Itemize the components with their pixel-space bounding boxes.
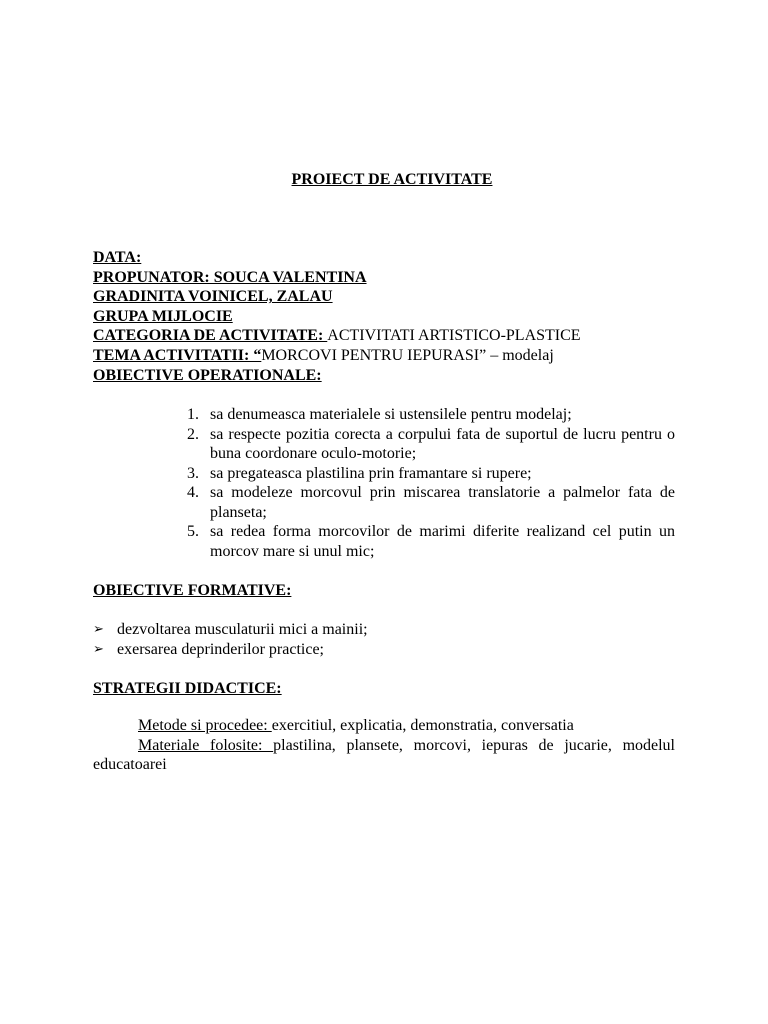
list-item-text: exersarea deprinderilor practice; <box>117 640 324 658</box>
arrow-bullet-icon: ➢ <box>93 641 104 657</box>
list-item-text: sa denumeasca materialele si ustensilele pentru modelaj; <box>210 406 572 423</box>
categoria-value: ACTIVITATI ARTISTICO-PLASTICE <box>327 327 581 345</box>
formative-objectives-heading: OBIECTIVE FORMATIVE: <box>93 582 292 599</box>
tema-line <box>93 346 693 366</box>
list-item <box>182 405 675 425</box>
obiective-operationale-label: OBIECTIVE OPERATIONALE: <box>93 366 322 384</box>
data-line <box>93 248 693 268</box>
list-item <box>93 620 368 640</box>
methods-line <box>93 716 675 736</box>
list-item-text: sa respecte pozitia corecta a corpului fata de suportul de lucru pentru o buna coordonare oculo-motorie; <box>210 425 675 462</box>
arrow-bullet-icon: ➢ <box>93 622 104 637</box>
gradinita-label: GRADINITA VOINICEL, ZALAU <box>93 288 333 306</box>
list-item <box>182 483 675 522</box>
materials-line <box>93 736 675 775</box>
list-item-text: sa modeleze morcovul prin miscarea translatorie a palmelor fata de planseta; <box>210 484 675 521</box>
gradinita-line <box>93 287 693 307</box>
list-item <box>93 640 368 660</box>
grupa-label: GRUPA MIJLOCIE <box>93 307 233 325</box>
grupa-line <box>93 307 693 327</box>
strategies-block <box>93 716 675 775</box>
document-title: PROIECT DE ACTIVITATE <box>291 171 493 188</box>
list-item-text: sa redea forma morcovilor de marimi diferite realizand cel putin un morcov mare si unul mic; <box>210 523 675 560</box>
list-item-number: 2. <box>187 425 199 443</box>
methods-label: Metode si procedee: <box>138 717 272 734</box>
list-item-number: 3. <box>187 464 199 482</box>
categoria-line <box>93 326 693 346</box>
formative-objectives-list <box>93 620 368 659</box>
list-item-number: 1. <box>187 406 199 423</box>
list-item <box>182 464 675 484</box>
materials-value: plastilina, plansete, morcovi, iepuras de jucarie, modelul educatoarei <box>93 736 675 773</box>
list-item-text: sa pregateasca plastilina prin framantare si rupere; <box>210 464 532 482</box>
methods-value: exercitiul, explicatia, demonstratia, conversatia <box>271 717 574 734</box>
data-label: DATA: <box>93 249 142 266</box>
list-item <box>182 425 675 464</box>
list-item-number: 4. <box>187 484 199 501</box>
list-item-number: 5. <box>187 523 199 540</box>
list-item <box>182 522 675 561</box>
propunator-line <box>93 268 693 288</box>
operational-objectives-list <box>182 405 675 561</box>
propunator-label: PROPUNATOR: SOUCA VALENTINA <box>93 268 367 286</box>
list-item-text: dezvoltarea musculaturii mici a mainii; <box>117 621 368 638</box>
tema-label: TEMA ACTIVITATII: “ <box>93 346 262 364</box>
header-block <box>93 248 693 385</box>
obiective-operationale-line <box>93 366 693 386</box>
strategies-heading: STRATEGII DIDACTICE: <box>93 680 282 697</box>
tema-value: MORCOVI PENTRU IEPURASI” – modelaj <box>261 346 554 364</box>
materials-label: Materiale folosite: <box>138 736 274 754</box>
categoria-label: CATEGORIA DE ACTIVITATE: <box>93 327 328 345</box>
